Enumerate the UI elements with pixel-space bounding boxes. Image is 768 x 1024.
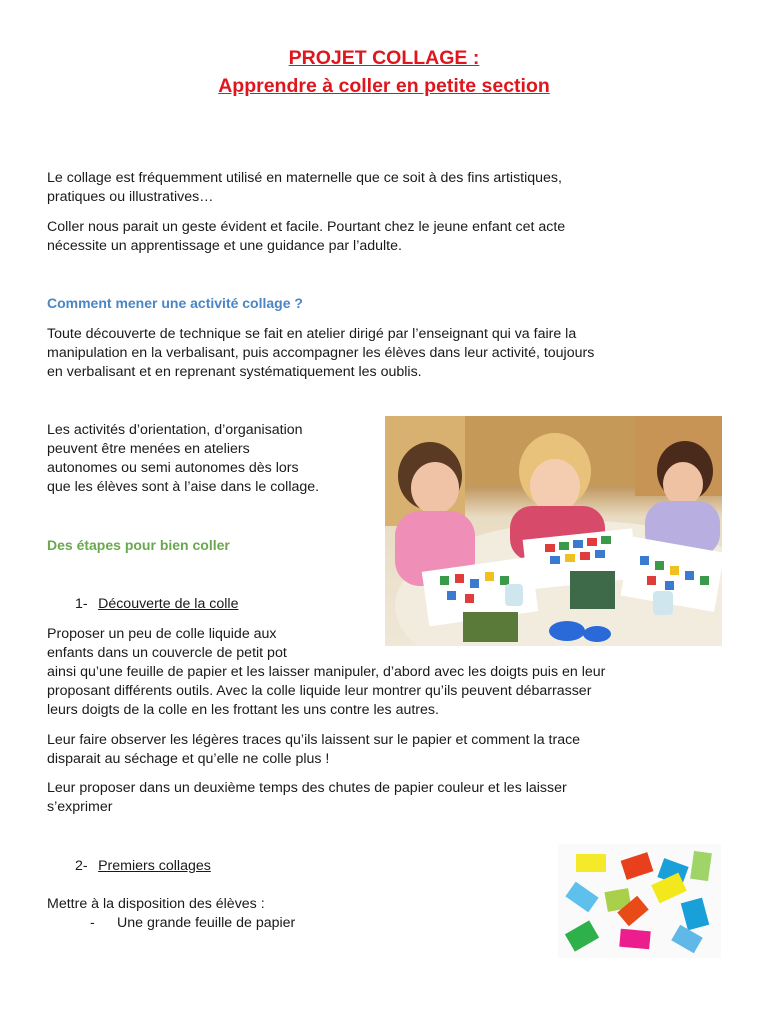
text-line: enfants dans un couvercle de petit pot — [47, 645, 287, 661]
text-line: leurs doigts de la colle en les frottant les uns contre les autres. — [47, 702, 439, 718]
document-title: PROJET COLLAGE : — [288, 47, 480, 69]
bullet-dash: - — [90, 915, 95, 931]
paper-piece — [565, 920, 599, 951]
bullet-item: Une grande feuille de papier — [117, 915, 296, 931]
paper-piece — [671, 925, 703, 954]
paper-piece — [681, 898, 709, 931]
text-line: en verbalisant et en reprenant systématiquement les oublis. — [47, 364, 422, 380]
text-line: proposant différents outils. Avec la colle liquide leur montrer qu’ils peuvent débarrasser — [47, 683, 592, 699]
text-line: manipulation en la verbalisant, puis accompagner les élèves dans leur activité, toujours — [47, 345, 595, 361]
text-line: autonomes ou semi autonomes dès lors — [47, 460, 299, 476]
text-line: Leur proposer dans un deuxième temps des chutes de papier couleur et les laisser — [47, 780, 567, 796]
step-title: Premiers collages — [98, 858, 211, 874]
step-2-heading — [75, 857, 211, 875]
section-heading-steps: Des étapes pour bien coller — [47, 537, 230, 553]
intro-paragraph-1 — [47, 169, 727, 207]
step-1-paragraph-3 — [47, 779, 737, 817]
text-line: Les activités d’orientation, d’organisation — [47, 422, 303, 438]
text-line: nécessite un apprentissage et une guidance par l’adulte. — [47, 238, 402, 254]
text-line: Proposer un peu de colle liquide aux — [47, 626, 277, 642]
paper-piece — [690, 851, 712, 881]
section-heading-how: Comment mener une activité collage ? — [47, 295, 303, 311]
paper-piece — [621, 852, 654, 880]
step-1-heading — [75, 595, 238, 613]
photo-illustration — [385, 416, 722, 646]
text-line: pratiques ou illustratives… — [47, 189, 214, 205]
text-line: s’exprimer — [47, 799, 113, 815]
paper-piece — [576, 854, 606, 872]
text-line: Toute découverte de technique se fait en atelier dirigé par l’enseignant qui va faire la — [47, 326, 577, 342]
text-line: Leur faire observer les légères traces qu’ils laissent sur le papier et comment la trace — [47, 732, 581, 748]
step-1-paragraph-2 — [47, 731, 737, 769]
text-line: peuvent être menées en ateliers — [47, 441, 250, 457]
step-number: 1- — [75, 596, 88, 612]
step-title: Découverte de la colle — [98, 596, 239, 612]
paper-pieces-illustration — [558, 844, 721, 958]
step-1-paragraph-1 — [47, 625, 737, 720]
intro-paragraph-2 — [47, 218, 727, 256]
document-subtitle: Apprendre à coller en petite section — [218, 75, 550, 97]
children-collage-photo — [385, 416, 722, 646]
text-line: Coller nous parait un geste évident et facile. Pourtant chez le jeune enfant cet acte — [47, 219, 566, 235]
how-paragraph — [47, 325, 727, 382]
text-line: disparait au séchage et qu’elle ne colle plus ! — [47, 751, 330, 767]
step-number: 2- — [75, 858, 88, 874]
text-line: ainsi qu’une feuille de papier et les laisser manipuler, d’abord avec les doigts puis en leur — [47, 664, 606, 680]
colored-paper-pieces-image — [558, 844, 721, 958]
text-line: Le collage est fréquemment utilisé en maternelle que ce soit à des fins artistiques, — [47, 170, 562, 186]
orientation-paragraph — [47, 421, 377, 497]
paper-piece — [619, 929, 650, 950]
paper-piece — [565, 882, 598, 913]
text-line: que les élèves sont à l’aise dans le collage. — [47, 479, 320, 495]
step-2-intro-visible: Mettre à la disposition des élèves : — [47, 896, 265, 912]
